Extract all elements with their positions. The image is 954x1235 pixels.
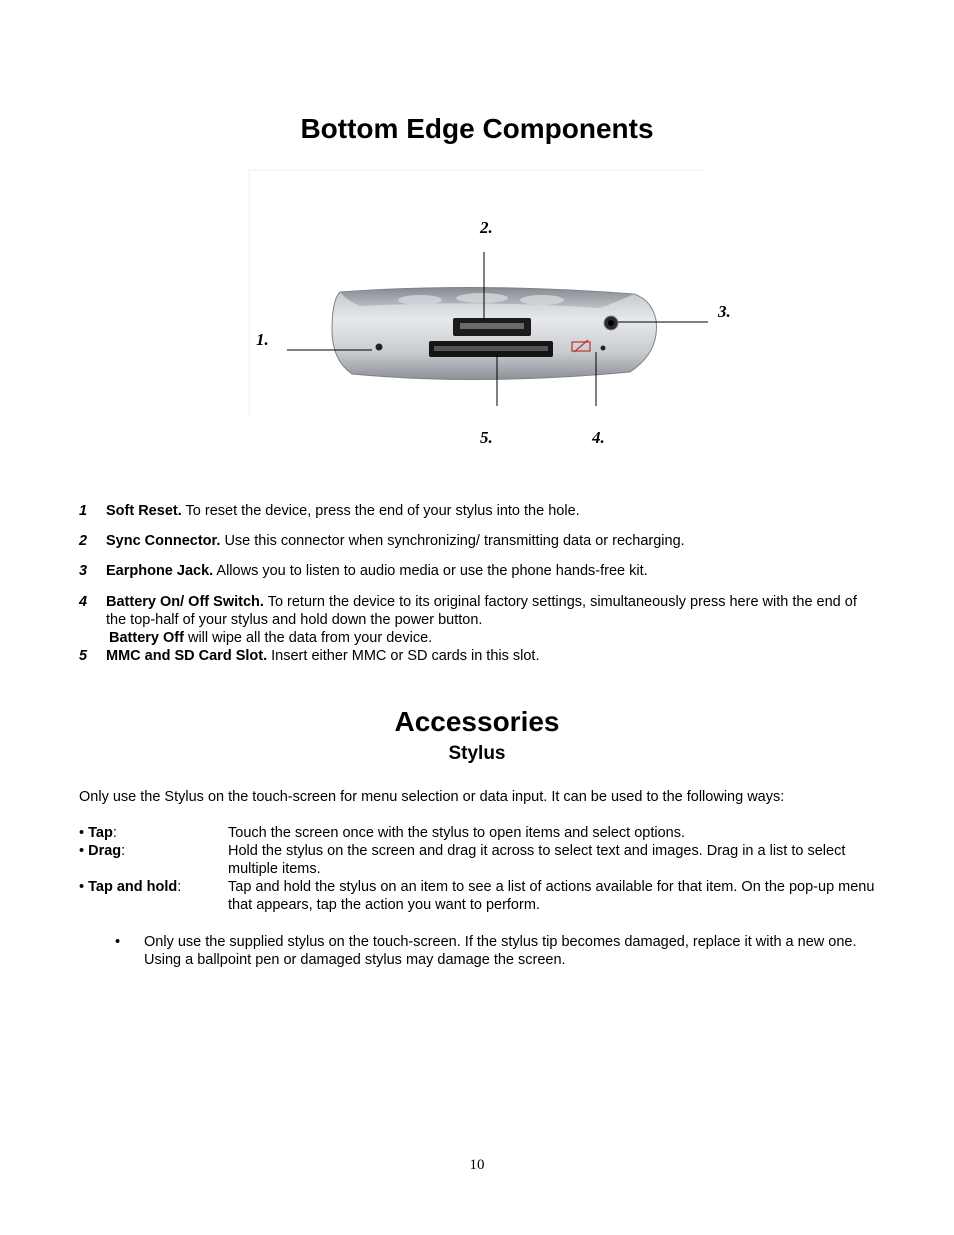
- battery-switch: [601, 346, 606, 351]
- gesture-colon: :: [112, 825, 117, 841]
- component-name: Earphone Jack.: [106, 563, 214, 579]
- component-name: Sync Connector.: [106, 533, 221, 549]
- component-desc: Allows you to listen to audio media or use the phone hands-free kit.: [213, 563, 648, 579]
- callout-1: 1.: [256, 330, 269, 349]
- gesture-term: Tap and hold: [88, 879, 178, 895]
- gesture-term: Tap: [88, 825, 113, 841]
- component-number: 5: [79, 648, 88, 664]
- stylus-intro: Only use the Stylus on the touch-screen for menu selection or data input. It can be used to the following ways:: [79, 789, 785, 805]
- component-desc: To return the device to its original factory settings, simultaneously press here with the end of the top-half of your stylus and hold down the power button.: [106, 594, 857, 628]
- component-number: 1: [79, 503, 88, 519]
- component-note-bold: Battery Off: [109, 630, 184, 646]
- gesture-colon: :: [177, 879, 182, 895]
- callout-2: 2.: [480, 218, 493, 237]
- component-number: 4: [79, 594, 88, 610]
- callout-5: 5.: [480, 428, 493, 447]
- stylus-warning-text: Only use the supplied stylus on the touch-screen. If the stylus tip becomes damaged, replace it with a new one. Using a ballpoint pen or damaged stylus may damage the screen.: [144, 934, 857, 968]
- accessories-heading: Accessories: [394, 706, 560, 737]
- device-bottom-figure: [0, 0, 954, 460]
- component-desc: To reset the device, press the end of your stylus into the hole.: [181, 503, 580, 519]
- gesture-bullet: •: [79, 879, 89, 895]
- gesture-bullet: •: [79, 825, 89, 841]
- bullet-dot: •: [115, 934, 121, 950]
- callout-3: 3.: [718, 302, 731, 321]
- stylus-subheading: Stylus: [448, 743, 506, 764]
- reset-hole: [376, 344, 383, 351]
- gesture-colon: :: [121, 843, 126, 859]
- component-desc: Use this connector when synchronizing/ transmitting data or recharging.: [220, 533, 685, 549]
- component-note-text: will wipe all the data from your device.: [183, 630, 433, 646]
- page-number: 10: [469, 1157, 485, 1173]
- section-heading: Bottom Edge Components: [300, 113, 654, 144]
- gesture-desc: Touch the screen once with the stylus to open items and select options.: [228, 825, 686, 841]
- gesture-bullet: •: [79, 843, 89, 859]
- gesture-desc: Hold the stylus on the screen and drag it across to select text and images. Drag in a list to select multiple items.: [228, 843, 846, 877]
- gesture-term: Drag: [88, 843, 122, 859]
- component-desc: Insert either MMC or SD cards in this slot.: [267, 648, 540, 664]
- component-name: Soft Reset.: [106, 503, 182, 519]
- callout-4: 4.: [592, 428, 605, 447]
- gesture-desc: Tap and hold the stylus on an item to see a list of actions available for that item. On the pop-up menu that appears, tap the action you want to perform.: [228, 879, 875, 913]
- component-name: MMC and SD Card Slot.: [106, 648, 268, 664]
- component-number: 2: [79, 533, 88, 549]
- component-number: 3: [79, 563, 88, 579]
- component-name: Battery On/ Off Switch.: [106, 594, 264, 610]
